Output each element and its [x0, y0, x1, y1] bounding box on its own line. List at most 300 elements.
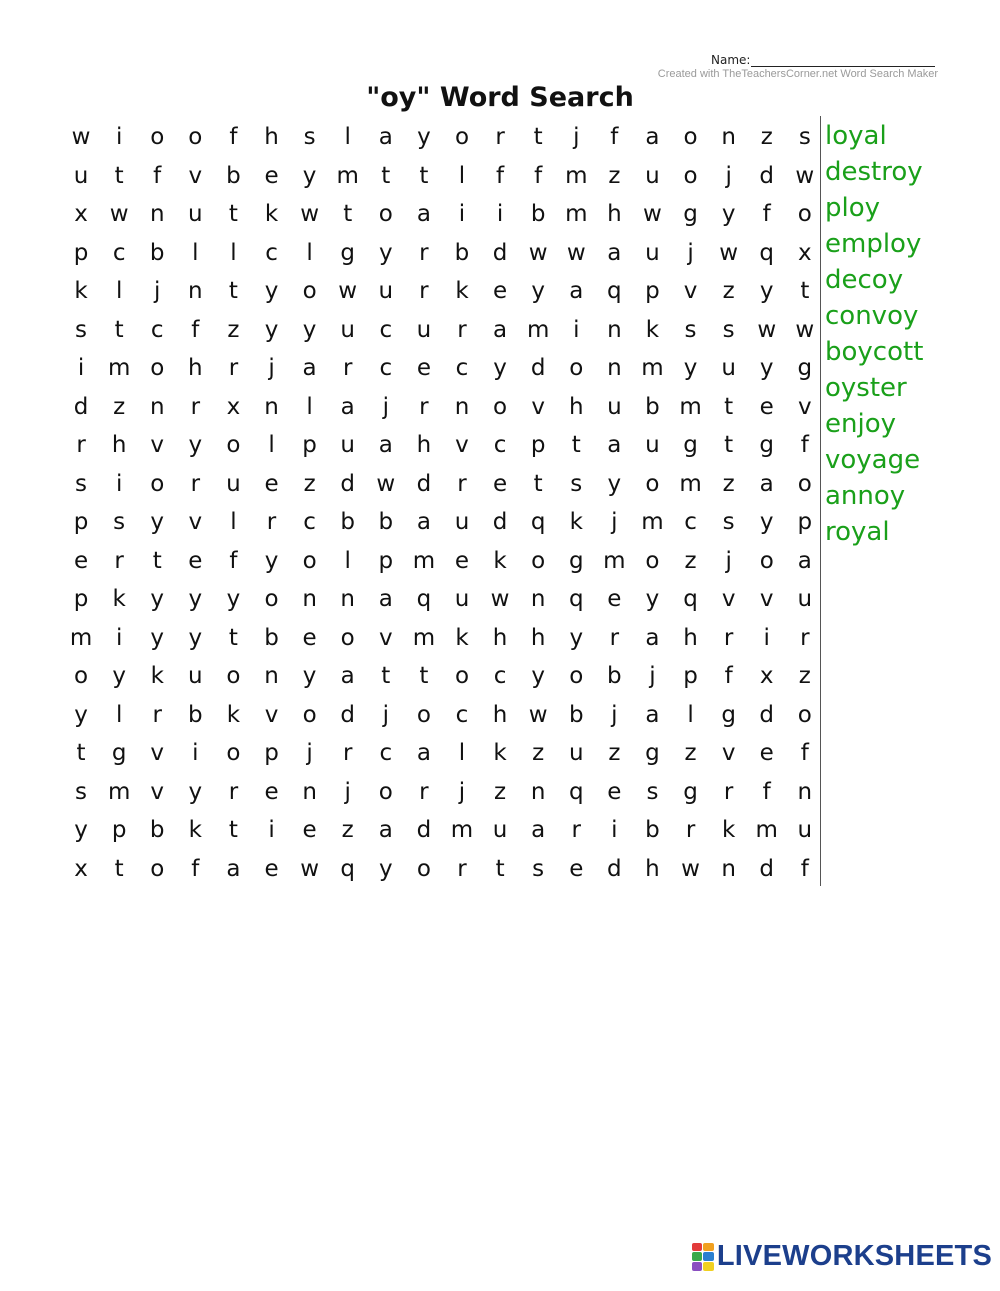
grid-letter[interactable]: m	[565, 162, 588, 189]
grid-letter[interactable]: a	[531, 817, 546, 844]
grid-letter[interactable]: l	[268, 432, 275, 459]
grid-letter[interactable]: y	[264, 278, 279, 305]
grid-letter[interactable]: v	[721, 586, 736, 613]
grid-letter[interactable]: w	[300, 855, 320, 882]
grid-letter[interactable]: n	[302, 778, 317, 805]
grid-letter[interactable]: t	[381, 162, 391, 189]
grid-letter[interactable]: a	[797, 547, 812, 574]
grid-letter[interactable]: z	[113, 393, 126, 420]
grid-letter[interactable]: f	[724, 663, 733, 690]
grid-letter[interactable]: i	[115, 124, 123, 151]
grid-letter[interactable]: h	[645, 855, 660, 882]
grid-letter[interactable]: t	[228, 624, 238, 651]
grid-letter[interactable]: b	[264, 624, 279, 651]
grid-letter[interactable]: d	[759, 701, 775, 728]
grid-letter[interactable]: t	[381, 663, 391, 690]
grid-letter[interactable]: c	[379, 740, 393, 767]
grid-letter[interactable]: k	[569, 509, 583, 536]
grid-letter[interactable]: b	[378, 509, 394, 536]
grid-letter[interactable]: k	[455, 624, 469, 651]
grid-letter[interactable]: q	[530, 509, 546, 536]
grid-letter[interactable]: t	[114, 316, 124, 343]
grid-letter[interactable]: b	[226, 162, 241, 189]
grid-letter[interactable]: d	[607, 855, 622, 882]
grid-letter[interactable]: t	[228, 278, 238, 305]
grid-letter[interactable]: g	[797, 355, 813, 382]
grid-letter[interactable]: b	[149, 817, 165, 844]
grid-letter[interactable]: x	[759, 663, 774, 690]
grid-letter[interactable]: n	[302, 586, 317, 613]
grid-letter[interactable]: u	[492, 817, 508, 844]
grid-letter[interactable]: n	[797, 778, 813, 805]
grid-letter[interactable]: k	[645, 316, 660, 343]
grid-letter[interactable]: e	[302, 817, 317, 844]
grid-letter[interactable]: i	[192, 740, 199, 767]
grid-letter[interactable]: m	[565, 201, 588, 228]
grid-letter[interactable]: r	[800, 624, 810, 651]
grid-letter[interactable]: w	[795, 316, 815, 343]
grid-letter[interactable]: r	[723, 624, 734, 651]
grid-letter[interactable]: s	[303, 124, 316, 151]
grid-letter[interactable]: y	[150, 624, 165, 651]
grid-letter[interactable]: o	[683, 124, 698, 151]
grid-letter[interactable]: v	[721, 740, 736, 767]
grid-letter[interactable]: o	[302, 547, 317, 574]
grid-letter[interactable]: a	[416, 740, 431, 767]
grid-letter[interactable]: z	[760, 124, 773, 151]
grid-letter[interactable]: r	[723, 778, 734, 805]
grid-letter[interactable]: o	[150, 855, 165, 882]
grid-letter[interactable]: u	[607, 393, 622, 420]
grid-letter[interactable]: o	[74, 663, 89, 690]
grid-letter[interactable]: p	[797, 509, 813, 536]
grid-letter[interactable]: s	[532, 855, 545, 882]
grid-letter[interactable]: n	[721, 855, 736, 882]
grid-letter[interactable]: g	[111, 740, 127, 767]
grid-letter[interactable]: u	[454, 509, 470, 536]
grid-letter[interactable]: s	[684, 316, 697, 343]
grid-letter[interactable]: m	[641, 355, 664, 382]
grid-letter[interactable]: g	[683, 432, 698, 459]
name-blank-line[interactable]	[751, 54, 935, 67]
letter-grid[interactable]	[62, 118, 824, 888]
grid-letter[interactable]: y	[493, 355, 507, 382]
grid-letter[interactable]: a	[302, 355, 317, 382]
grid-letter[interactable]: b	[607, 663, 622, 690]
grid-letter[interactable]: p	[683, 663, 698, 690]
grid-letter[interactable]: f	[800, 855, 809, 882]
grid-letter[interactable]: m	[450, 817, 474, 844]
grid-letter[interactable]: u	[454, 586, 470, 613]
grid-letter[interactable]: n	[188, 278, 203, 305]
grid-letter[interactable]: n	[607, 316, 622, 343]
grid-letter[interactable]: k	[493, 547, 507, 574]
grid-letter[interactable]: j	[382, 393, 389, 420]
grid-letter[interactable]: y	[302, 162, 317, 189]
grid-letter[interactable]: b	[645, 393, 660, 420]
grid-letter[interactable]: g	[683, 201, 698, 228]
grid-letter[interactable]: j	[344, 778, 351, 805]
grid-letter[interactable]: l	[306, 393, 313, 420]
grid-letter[interactable]: y	[759, 355, 774, 382]
grid-letter[interactable]: q	[568, 778, 584, 805]
grid-letter[interactable]: o	[759, 547, 774, 574]
grid-letter[interactable]: k	[226, 701, 241, 728]
grid-letter[interactable]: c	[684, 509, 697, 536]
grid-letter[interactable]: c	[493, 663, 507, 690]
grid-letter[interactable]: u	[188, 201, 203, 228]
grid-letter[interactable]: r	[419, 393, 429, 420]
grid-letter[interactable]: z	[722, 278, 735, 305]
grid-letter[interactable]: q	[416, 586, 432, 613]
grid-letter[interactable]: d	[340, 701, 355, 728]
grid-letter[interactable]: m	[641, 509, 664, 536]
grid-letter[interactable]: a	[645, 701, 660, 728]
grid-letter[interactable]: t	[114, 855, 124, 882]
grid-letter[interactable]: p	[530, 432, 546, 459]
grid-letter[interactable]: a	[607, 239, 622, 266]
grid-letter[interactable]: w	[757, 316, 777, 343]
grid-letter[interactable]: i	[77, 355, 85, 382]
grid-letter[interactable]: f	[496, 162, 505, 189]
grid-letter[interactable]: e	[607, 586, 622, 613]
grid-letter[interactable]: e	[416, 355, 431, 382]
grid-letter[interactable]: y	[607, 470, 622, 497]
grid-letter[interactable]: k	[721, 817, 736, 844]
grid-letter[interactable]: x	[74, 855, 88, 882]
grid-letter[interactable]: c	[379, 316, 393, 343]
grid-letter[interactable]: a	[759, 470, 774, 497]
grid-letter[interactable]: o	[416, 701, 431, 728]
grid-letter[interactable]: t	[533, 124, 543, 151]
grid-letter[interactable]: o	[226, 740, 241, 767]
grid-letter[interactable]: a	[493, 316, 508, 343]
grid-letter[interactable]: v	[264, 701, 279, 728]
grid-letter[interactable]: l	[115, 278, 123, 305]
grid-letter[interactable]: a	[378, 432, 393, 459]
grid-letter[interactable]: o	[797, 470, 812, 497]
grid-letter[interactable]: n	[607, 355, 622, 382]
grid-letter[interactable]: s	[75, 316, 88, 343]
grid-letter[interactable]: v	[150, 778, 165, 805]
grid-letter[interactable]: f	[191, 316, 200, 343]
grid-letter[interactable]: t	[228, 201, 238, 228]
grid-letter[interactable]: j	[268, 355, 275, 382]
grid-letter[interactable]: s	[798, 124, 811, 151]
grid-letter[interactable]: w	[300, 201, 320, 228]
grid-letter[interactable]: j	[154, 278, 161, 305]
grid-letter[interactable]: o	[150, 124, 165, 151]
grid-letter[interactable]: a	[607, 432, 622, 459]
grid-letter[interactable]: z	[798, 663, 811, 690]
grid-letter[interactable]: o	[416, 855, 431, 882]
grid-letter[interactable]: v	[378, 624, 393, 651]
grid-letter[interactable]: h	[111, 432, 127, 459]
grid-letter[interactable]: o	[645, 470, 660, 497]
grid-letter[interactable]: j	[573, 124, 580, 151]
grid-letter[interactable]: l	[687, 701, 694, 728]
grid-letter[interactable]: k	[188, 817, 202, 844]
grid-letter[interactable]: v	[455, 432, 469, 459]
grid-letter[interactable]: p	[302, 432, 317, 459]
grid-letter[interactable]: m	[107, 355, 131, 382]
grid-letter[interactable]: w	[338, 278, 358, 305]
grid-letter[interactable]: z	[532, 740, 545, 767]
grid-letter[interactable]: v	[188, 162, 203, 189]
grid-letter[interactable]: b	[188, 701, 203, 728]
grid-letter[interactable]: b	[340, 509, 355, 536]
grid-letter[interactable]: f	[800, 432, 809, 459]
grid-letter[interactable]: h	[492, 624, 508, 651]
grid-letter[interactable]: i	[458, 201, 466, 228]
grid-letter[interactable]: o	[645, 547, 660, 574]
grid-letter[interactable]: f	[534, 162, 543, 189]
grid-letter[interactable]: z	[227, 316, 240, 343]
grid-letter[interactable]: u	[340, 316, 355, 343]
grid-letter[interactable]: m	[679, 470, 702, 497]
grid-letter[interactable]: y	[150, 586, 165, 613]
grid-letter[interactable]: k	[112, 586, 126, 613]
grid-letter[interactable]: d	[416, 817, 432, 844]
grid-letter[interactable]: r	[342, 740, 353, 767]
grid-letter[interactable]: s	[113, 509, 126, 536]
grid-letter[interactable]: a	[378, 586, 393, 613]
grid-letter[interactable]: o	[569, 355, 584, 382]
grid-letter[interactable]: y	[188, 432, 203, 459]
grid-letter[interactable]: k	[74, 278, 88, 305]
grid-letter[interactable]: m	[69, 624, 93, 651]
grid-letter[interactable]: t	[419, 162, 429, 189]
grid-letter[interactable]: z	[608, 162, 621, 189]
grid-letter[interactable]: r	[457, 855, 467, 882]
grid-letter[interactable]: i	[611, 817, 618, 844]
grid-letter[interactable]: w	[566, 239, 586, 266]
grid-letter[interactable]: j	[306, 740, 313, 767]
grid-letter[interactable]: l	[115, 701, 123, 728]
grid-letter[interactable]: m	[603, 547, 626, 574]
grid-letter[interactable]: w	[376, 470, 396, 497]
grid-letter[interactable]: o	[188, 124, 203, 151]
grid-letter[interactable]: d	[492, 239, 508, 266]
grid-letter[interactable]: c	[379, 355, 393, 382]
grid-letter[interactable]: n	[149, 393, 165, 420]
grid-letter[interactable]: z	[684, 547, 697, 574]
grid-letter[interactable]: y	[759, 278, 774, 305]
grid-letter[interactable]: r	[609, 624, 620, 651]
grid-letter[interactable]: o	[378, 201, 393, 228]
grid-letter[interactable]: p	[645, 278, 660, 305]
grid-letter[interactable]: q	[340, 855, 355, 882]
grid-letter[interactable]: j	[382, 701, 389, 728]
grid-letter[interactable]: t	[343, 201, 353, 228]
grid-letter[interactable]: v	[798, 393, 812, 420]
grid-letter[interactable]: y	[721, 201, 736, 228]
grid-letter[interactable]: f	[191, 855, 200, 882]
grid-letter[interactable]: y	[378, 855, 393, 882]
grid-letter[interactable]: r	[228, 355, 239, 382]
grid-letter[interactable]: y	[531, 663, 545, 690]
grid-letter[interactable]: g	[340, 239, 355, 266]
grid-letter[interactable]: e	[493, 278, 508, 305]
grid-letter[interactable]: l	[458, 740, 466, 767]
grid-letter[interactable]: v	[150, 740, 165, 767]
grid-letter[interactable]: r	[152, 701, 162, 728]
grid-letter[interactable]: i	[573, 316, 580, 343]
grid-letter[interactable]: l	[230, 239, 237, 266]
grid-letter[interactable]: e	[569, 855, 584, 882]
grid-letter[interactable]: n	[530, 586, 546, 613]
grid-letter[interactable]: z	[722, 470, 735, 497]
grid-letter[interactable]: t	[76, 740, 86, 767]
grid-letter[interactable]: u	[378, 278, 394, 305]
grid-letter[interactable]: f	[762, 201, 771, 228]
grid-letter[interactable]: a	[226, 855, 241, 882]
grid-letter[interactable]: j	[611, 509, 618, 536]
grid-letter[interactable]: p	[73, 239, 89, 266]
grid-letter[interactable]: z	[303, 470, 316, 497]
grid-letter[interactable]: x	[798, 239, 812, 266]
grid-letter[interactable]: a	[378, 124, 393, 151]
grid-letter[interactable]: i	[763, 624, 770, 651]
grid-letter[interactable]: c	[112, 239, 126, 266]
grid-letter[interactable]: r	[457, 470, 467, 497]
grid-letter[interactable]: u	[797, 817, 813, 844]
grid-letter[interactable]: a	[569, 278, 584, 305]
grid-letter[interactable]: o	[150, 470, 165, 497]
grid-letter[interactable]: u	[645, 239, 660, 266]
grid-letter[interactable]: b	[149, 239, 165, 266]
grid-letter[interactable]: e	[454, 547, 470, 574]
grid-letter[interactable]: k	[150, 663, 164, 690]
grid-letter[interactable]: t	[533, 470, 543, 497]
grid-letter[interactable]: b	[454, 239, 470, 266]
grid-letter[interactable]: o	[683, 162, 698, 189]
grid-letter[interactable]: x	[74, 201, 88, 228]
grid-letter[interactable]: o	[226, 432, 241, 459]
grid-letter[interactable]: y	[264, 547, 279, 574]
grid-letter[interactable]: n	[264, 393, 279, 420]
grid-letter[interactable]: m	[107, 778, 131, 805]
grid-letter[interactable]: c	[150, 316, 164, 343]
grid-letter[interactable]: o	[340, 624, 355, 651]
grid-letter[interactable]: n	[530, 778, 546, 805]
grid-letter[interactable]: d	[416, 470, 432, 497]
grid-letter[interactable]: c	[455, 355, 469, 382]
grid-letter[interactable]: e	[264, 855, 279, 882]
grid-letter[interactable]: j	[611, 701, 618, 728]
grid-letter[interactable]: y	[264, 316, 279, 343]
grid-letter[interactable]: h	[188, 355, 203, 382]
grid-letter[interactable]: c	[493, 432, 507, 459]
grid-letter[interactable]: c	[303, 509, 316, 536]
grid-letter[interactable]: a	[416, 201, 431, 228]
grid-letter[interactable]: o	[302, 278, 317, 305]
grid-letter[interactable]: y	[150, 509, 165, 536]
grid-letter[interactable]: f	[762, 778, 771, 805]
grid-letter[interactable]: u	[797, 586, 813, 613]
grid-letter[interactable]: r	[190, 393, 201, 420]
grid-letter[interactable]: a	[416, 509, 431, 536]
grid-letter[interactable]: r	[419, 778, 429, 805]
grid-letter[interactable]: a	[340, 393, 355, 420]
grid-letter[interactable]: f	[229, 124, 238, 151]
grid-letter[interactable]: r	[342, 355, 353, 382]
grid-letter[interactable]: v	[759, 586, 774, 613]
grid-letter[interactable]: r	[76, 432, 86, 459]
grid-letter[interactable]: l	[306, 239, 313, 266]
grid-letter[interactable]: y	[683, 355, 698, 382]
grid-letter[interactable]: y	[302, 316, 317, 343]
grid-letter[interactable]: t	[495, 855, 505, 882]
grid-letter[interactable]: y	[417, 124, 431, 151]
grid-letter[interactable]: u	[73, 162, 89, 189]
grid-letter[interactable]: j	[725, 547, 732, 574]
grid-letter[interactable]: r	[266, 509, 277, 536]
grid-letter[interactable]: s	[646, 778, 659, 805]
grid-letter[interactable]: o	[226, 663, 241, 690]
grid-letter[interactable]: e	[607, 778, 622, 805]
grid-letter[interactable]: w	[719, 239, 739, 266]
grid-letter[interactable]: o	[150, 355, 165, 382]
grid-letter[interactable]: i	[115, 624, 123, 651]
grid-letter[interactable]: f	[610, 124, 619, 151]
grid-letter[interactable]: w	[795, 162, 815, 189]
grid-letter[interactable]: s	[75, 778, 88, 805]
grid-letter[interactable]: g	[721, 701, 736, 728]
grid-letter[interactable]: m	[336, 162, 359, 189]
grid-letter[interactable]: c	[455, 701, 469, 728]
grid-letter[interactable]: u	[416, 316, 432, 343]
grid-letter[interactable]: h	[568, 393, 584, 420]
grid-letter[interactable]: a	[645, 624, 660, 651]
grid-letter[interactable]: t	[228, 817, 238, 844]
grid-letter[interactable]: u	[721, 355, 736, 382]
grid-letter[interactable]: g	[683, 778, 698, 805]
grid-letter[interactable]: j	[458, 778, 466, 805]
grid-letter[interactable]: s	[722, 509, 735, 536]
grid-letter[interactable]: y	[112, 663, 126, 690]
grid-letter[interactable]: a	[378, 817, 393, 844]
grid-letter[interactable]: k	[264, 201, 279, 228]
grid-letter[interactable]: g	[645, 740, 660, 767]
grid-letter[interactable]: u	[188, 663, 203, 690]
grid-letter[interactable]: j	[687, 239, 694, 266]
grid-letter[interactable]: d	[492, 509, 508, 536]
grid-letter[interactable]: y	[74, 817, 88, 844]
grid-letter[interactable]: m	[412, 624, 436, 651]
grid-letter[interactable]: n	[340, 586, 355, 613]
grid-letter[interactable]: n	[264, 663, 279, 690]
grid-letter[interactable]: o	[264, 586, 279, 613]
grid-letter[interactable]: v	[683, 278, 698, 305]
grid-letter[interactable]: t	[724, 393, 734, 420]
grid-letter[interactable]: t	[571, 432, 581, 459]
grid-letter[interactable]: n	[721, 124, 736, 151]
grid-letter[interactable]: e	[264, 778, 279, 805]
grid-letter[interactable]: t	[724, 432, 734, 459]
grid-letter[interactable]: y	[645, 586, 660, 613]
grid-letter[interactable]: l	[344, 124, 351, 151]
grid-letter[interactable]: y	[531, 278, 545, 305]
grid-letter[interactable]: h	[416, 432, 432, 459]
grid-letter[interactable]: y	[378, 239, 393, 266]
grid-letter[interactable]: r	[228, 778, 239, 805]
grid-letter[interactable]: q	[683, 586, 698, 613]
grid-letter[interactable]: j	[649, 663, 656, 690]
grid-letter[interactable]: m	[755, 817, 778, 844]
grid-letter[interactable]: o	[797, 701, 812, 728]
grid-letter[interactable]: h	[530, 624, 546, 651]
